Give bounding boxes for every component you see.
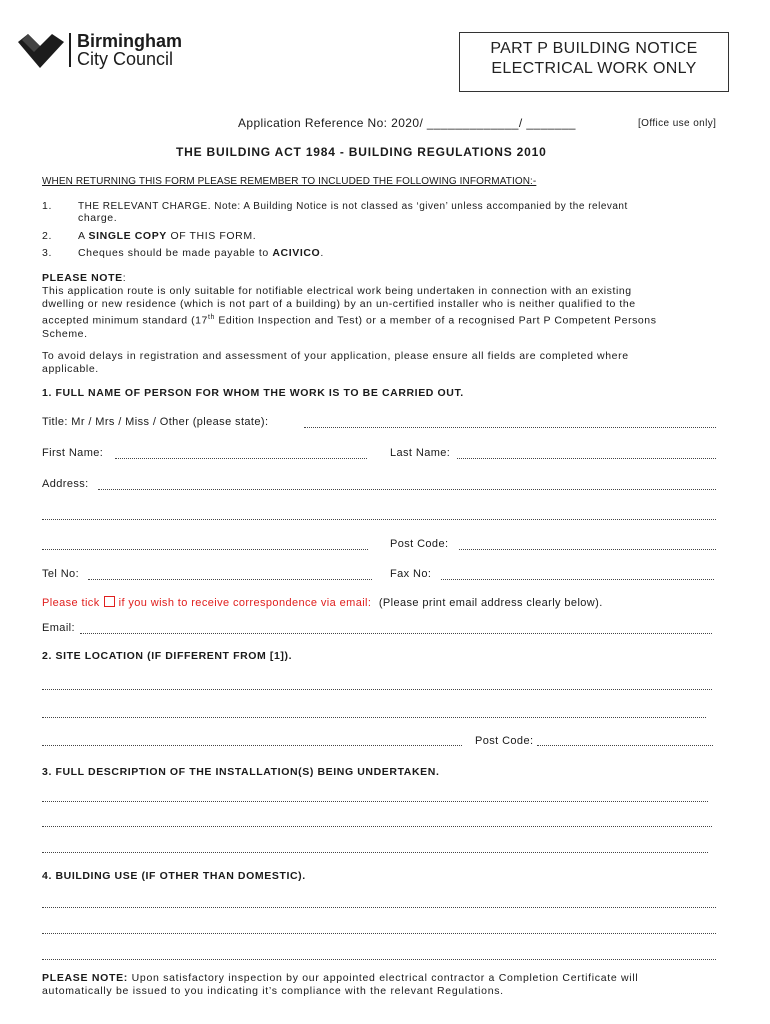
description-line1[interactable] <box>42 801 708 802</box>
final-note-paragraph: PLEASE NOTE: Upon satisfactory inspection by our appointed electrical contractor a Completion Certificate will automatically be issued to you indicating it’s compliance with the relevant Regulations. <box>42 972 639 997</box>
last-name-label: Last Name: <box>390 447 451 459</box>
building-use-line2[interactable] <box>42 933 716 934</box>
notice-box <box>459 32 729 92</box>
office-use-label: [Office use only] <box>638 118 717 129</box>
avoid-delays-paragraph: To avoid delays in registration and assessment of your application, please ensure all fields are completed where applicable. <box>42 350 629 375</box>
logo-line2: City Council <box>77 49 174 69</box>
email-field[interactable] <box>80 633 712 634</box>
council-logo <box>16 30 216 72</box>
tel-label: Tel No: <box>42 568 80 580</box>
list-item-cheques: Cheques should be made payable to ACIVICO. <box>78 247 324 259</box>
address-field-line2[interactable] <box>42 519 716 520</box>
site-post-code-label: Post Code: <box>475 735 534 747</box>
list-item-charge-cont: charge. <box>78 212 118 224</box>
email-label: Email: <box>42 622 75 634</box>
section-3-heading: 3. FULL DESCRIPTION OF THE INSTALLATION(S) BEING UNDERTAKEN. <box>42 766 440 778</box>
title-label: Title: Mr / Mrs / Miss / Other (please state): <box>42 416 269 428</box>
please-note-paragraph: PLEASE NOTE: This application route is only suitable for notifiable electrical work being undertaken in connection with an existing dwelling or new residence (which is not part of a building) by an un-certified installer who is neither qualified to the accepted minimum standard (17th Edition Inspection and Test) or a member of a recognised Part P Competent Persons Scheme. <box>42 272 657 340</box>
last-name-field[interactable] <box>457 458 716 459</box>
post-code-label: Post Code: <box>390 538 449 550</box>
address-label: Address: <box>42 478 89 490</box>
description-line3[interactable] <box>42 852 708 853</box>
list-item-number: 3. <box>42 247 52 259</box>
title-field[interactable] <box>304 427 716 428</box>
logo-line1: Birmingham <box>77 31 183 51</box>
address-field-line1[interactable] <box>98 489 716 490</box>
reference-label: Application Reference No: 2020/ _____________/ _______ <box>238 116 576 130</box>
notice-line1: PART P BUILDING NOTICE <box>490 40 698 57</box>
list-item-number: 2. <box>42 230 52 242</box>
first-name-field[interactable] <box>115 458 367 459</box>
fax-field[interactable] <box>441 579 714 580</box>
post-code-field[interactable] <box>459 549 716 550</box>
heart-logo-icon <box>16 32 66 70</box>
list-item-charge: THE RELEVANT CHARGE. Note: A Building Notice is not classed as ‘given’ unless accompanied by the relevant <box>78 201 628 212</box>
list-item-number: 1. <box>42 200 52 212</box>
reminder-text: WHEN RETURNING THIS FORM PLEASE REMEMBER TO INCLUDED THE FOLLOWING INFORMATION:- <box>42 176 537 187</box>
list-item-copy: A SINGLE COPY OF THIS FORM. <box>78 230 257 242</box>
first-name-label: First Name: <box>42 447 104 459</box>
description-line2[interactable] <box>42 826 712 827</box>
building-use-line1[interactable] <box>42 907 716 908</box>
act-title: THE BUILDING ACT 1984 - BUILDING REGULATIONS 2010 <box>176 145 547 159</box>
site-location-line3[interactable] <box>42 745 462 746</box>
site-location-line1[interactable] <box>42 689 712 690</box>
email-consent-row: Please tick if you wish to receive correspondence via email: (Please print email address clearly below). <box>42 597 603 609</box>
email-consent-checkbox[interactable] <box>104 596 115 607</box>
tel-field[interactable] <box>88 579 372 580</box>
section-1-heading: 1. FULL NAME OF PERSON FOR WHOM THE WORK IS TO BE CARRIED OUT. <box>42 387 464 399</box>
site-location-line2[interactable] <box>42 717 706 718</box>
section-2-heading: 2. SITE LOCATION (IF DIFFERENT FROM [1]). <box>42 650 293 662</box>
site-post-code-field[interactable] <box>537 745 713 746</box>
fax-label: Fax No: <box>390 568 432 580</box>
section-4-heading: 4. BUILDING USE (IF OTHER THAN DOMESTIC). <box>42 870 306 882</box>
building-use-line3[interactable] <box>42 959 716 960</box>
notice-line2: ELECTRICAL WORK ONLY <box>491 60 697 77</box>
address-field-line3[interactable] <box>42 549 368 550</box>
